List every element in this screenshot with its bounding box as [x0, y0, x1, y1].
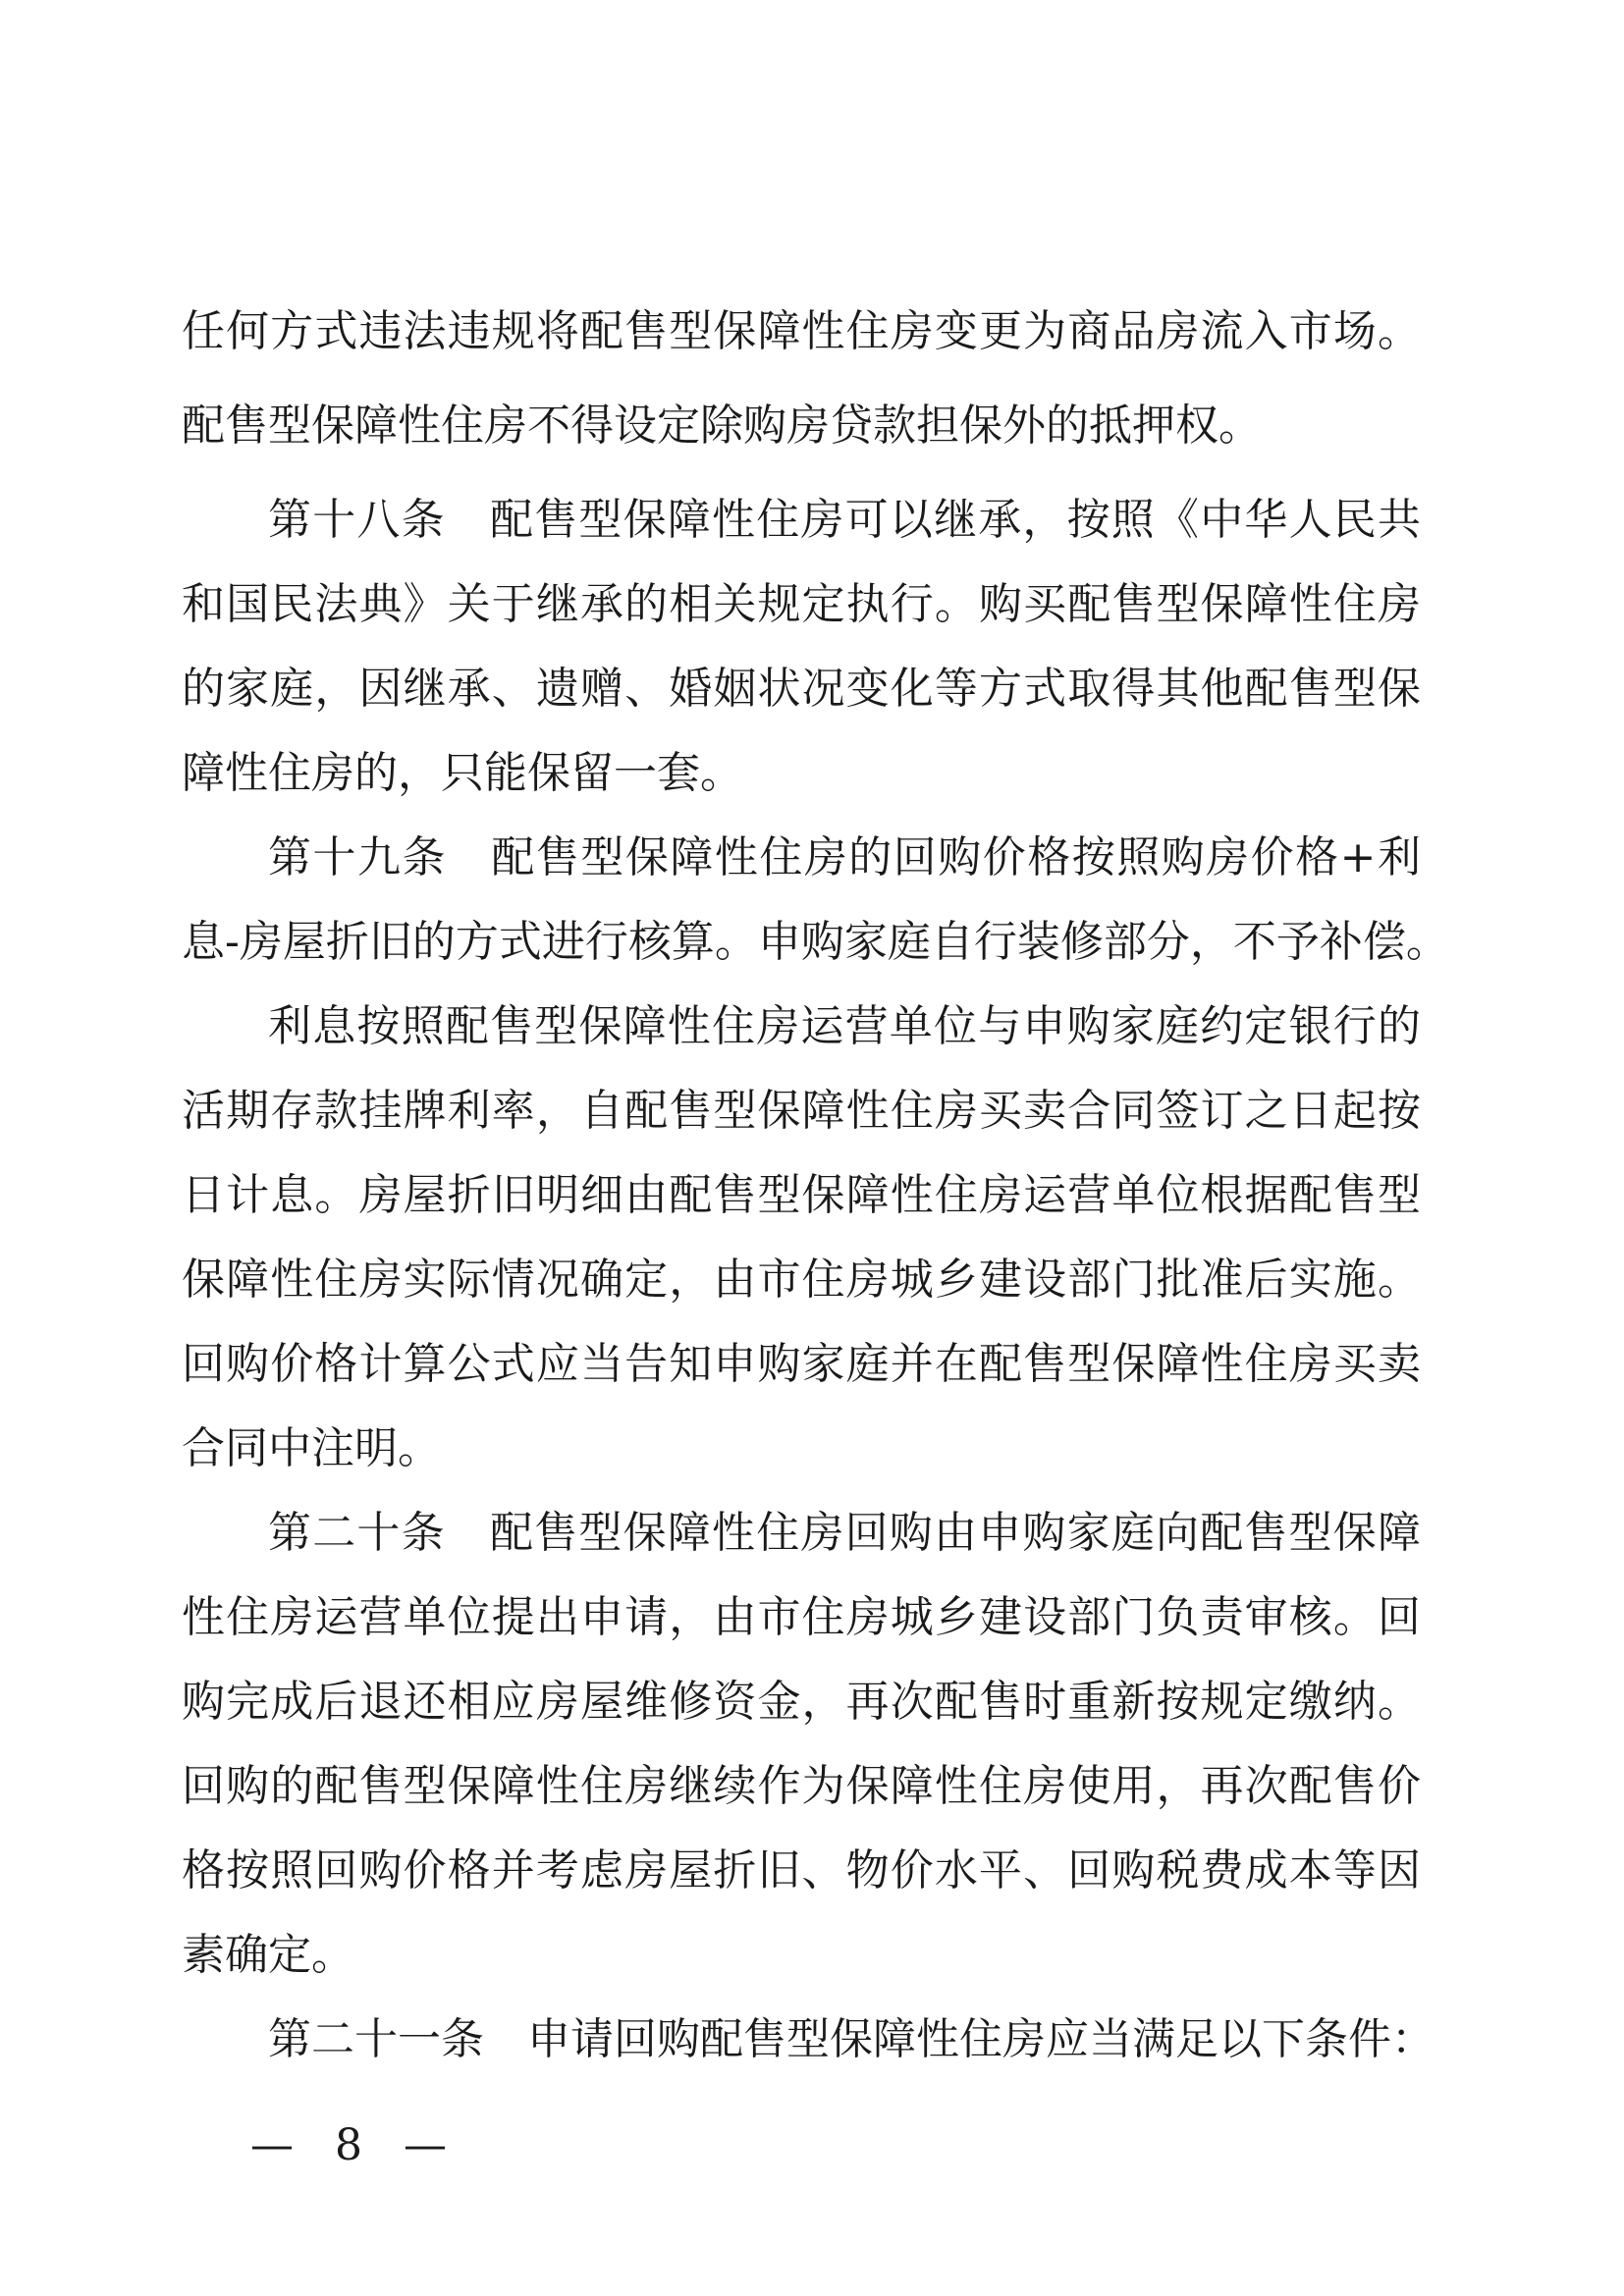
- text-line: 素确定。: [182, 1930, 354, 1980]
- text-line: 息-房屋折旧的方式进行核算。申购家庭自行装修部分，不予补偿。: [182, 917, 1449, 967]
- text-line: 购完成后退还相应房屋维修资金，再次配售时重新按规定缴纳。: [182, 1677, 1421, 1727]
- article-heading-line: 第二十条 配售型保障性住房回购由申购家庭向配售型保障: [268, 1508, 1421, 1558]
- text-line: 障性住房的，只能保留一套。: [182, 748, 743, 798]
- text-line: 回购的配售型保障性住房继续作为保障性住房使用，再次配售价: [182, 1761, 1421, 1811]
- text-line: 性住房运营单位提出申请，由市住房城乡建设部门负责审核。回: [182, 1592, 1421, 1642]
- text-line: 任何方式违法违规将配售型保障性住房变更为商品房流入市场。: [182, 306, 1421, 356]
- article-heading-line: 第十八条 配售型保障性住房可以继承，按照《中华人民共: [268, 495, 1421, 545]
- text-line: 和国民法典》关于继承的相关规定执行。购买配售型保障性住房: [182, 579, 1421, 629]
- text-line: 回购价格计算公式应当告知申购家庭并在配售型保障性住房买卖: [182, 1339, 1421, 1389]
- text-line: 活期存款挂牌利率，自配售型保障性住房买卖合同签订之日起按: [182, 1086, 1421, 1136]
- page-number: — 8 —: [250, 2120, 460, 2170]
- article-heading-line: 第十九条 配售型保障性住房的回购价格按照购房价格+利: [268, 832, 1421, 882]
- text-line: 配售型保障性住房不得设定除购房贷款担保外的抵押权。: [182, 400, 1262, 451]
- text-line: 的家庭，因继承、遗赠、婚姻状况变化等方式取得其他配售型保: [182, 664, 1421, 714]
- text-line: 保障性住房实际情况确定，由市住房城乡建设部门批准后实施。: [182, 1255, 1421, 1305]
- text-line: 格按照回购价格并考虑房屋折旧、物价水平、回购税费成本等因: [182, 1845, 1421, 1896]
- article-heading-line: 第二十一条 申请回购配售型保障性住房应当满足以下条件：: [268, 2014, 1435, 2064]
- text-line: 日计息。房屋折旧明细由配售型保障性住房运营单位根据配售型: [182, 1170, 1421, 1220]
- paragraph-start-line: 利息按照配售型保障性住房运营单位与申购家庭约定银行的: [268, 1001, 1421, 1051]
- text-line: 合同中注明。: [182, 1423, 441, 1473]
